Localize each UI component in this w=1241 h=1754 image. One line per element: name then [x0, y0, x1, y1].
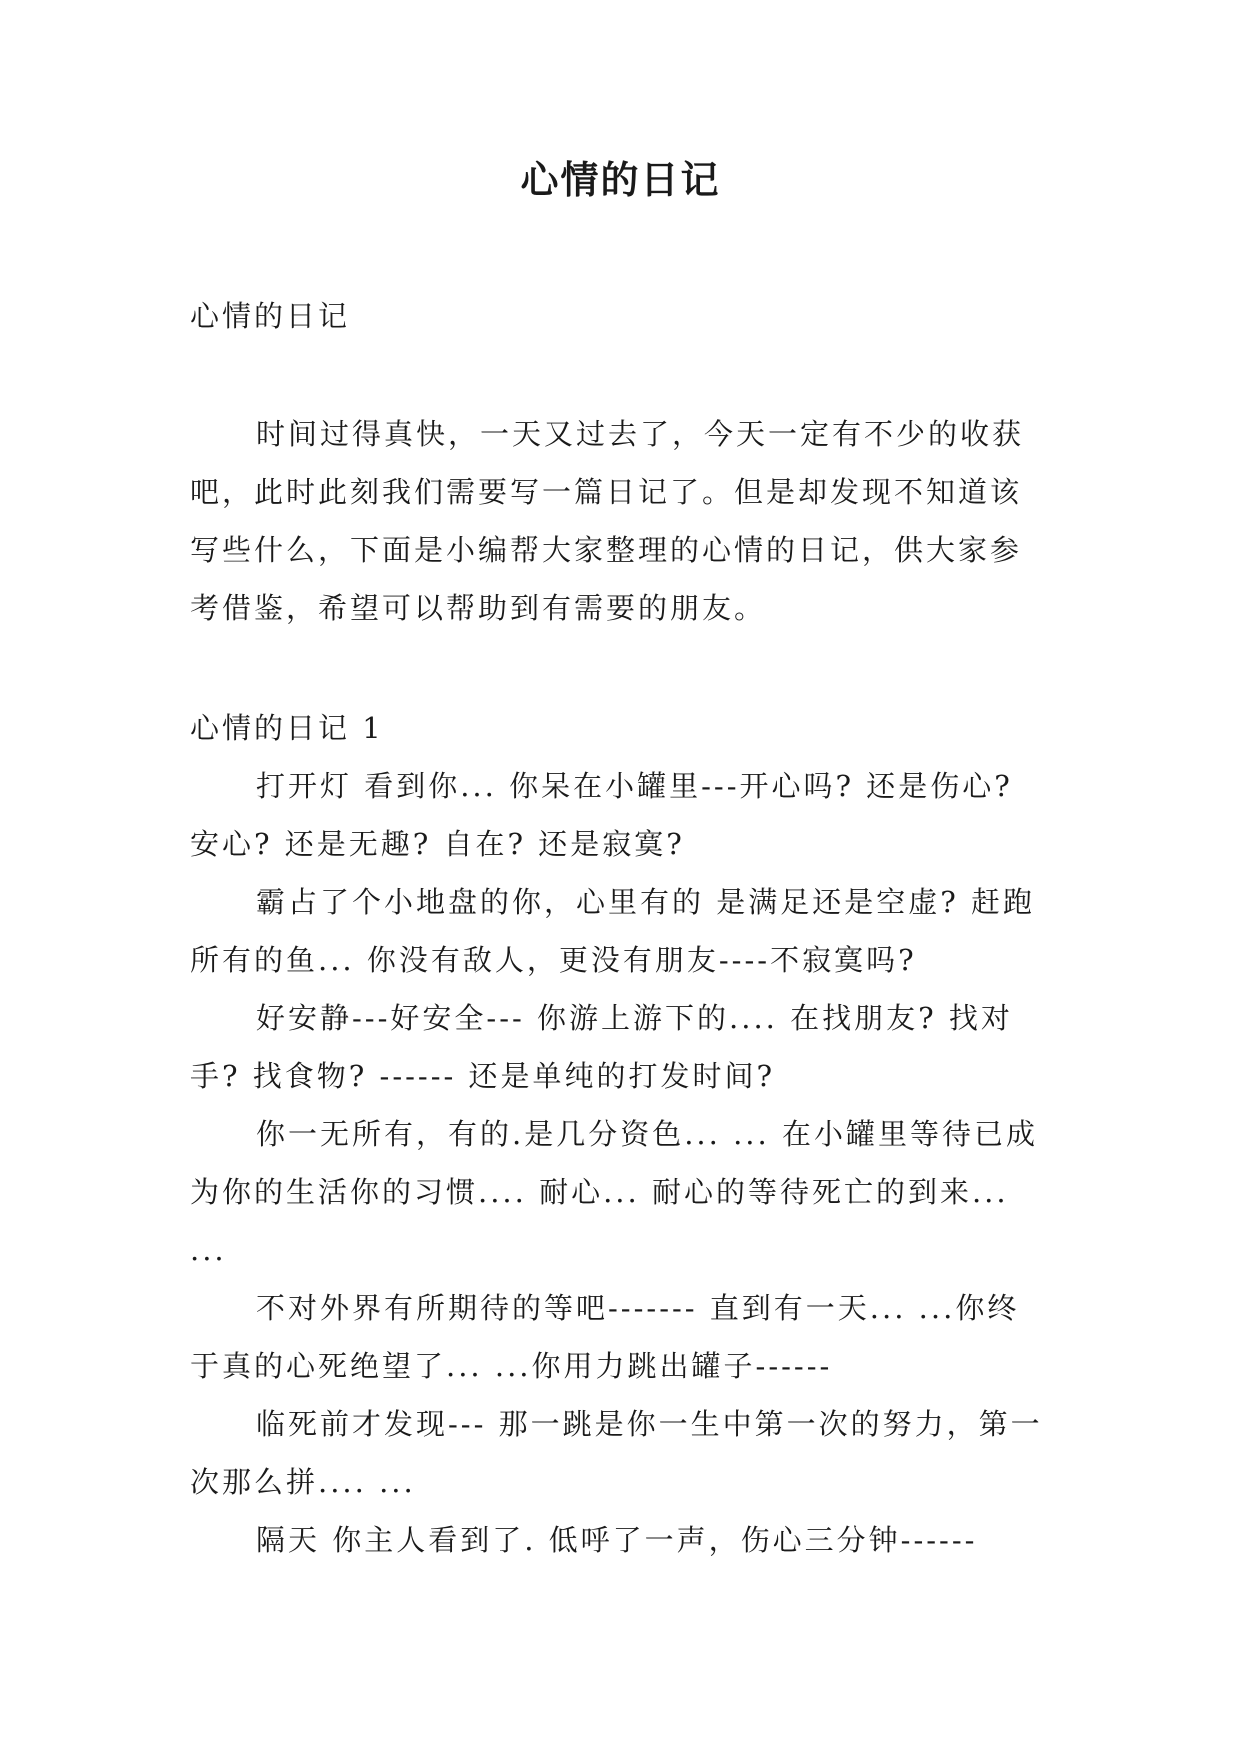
- diary-paragraph: 不对外界有所期待的等吧------- 直到有一天... ...你终于真的心死绝望了... ...你用力跳出罐子------: [190, 1291, 1020, 1383]
- diary-paragraph: 你一无所有，有的.是几分资色... ... 在小罐里等待已成为你的生活你的习惯.... 耐心... 耐心的等待死亡的到来... ...: [190, 1117, 1038, 1267]
- diary-paragraph: 打开灯 看到你... 你呆在小罐里---开心吗? 还是伤心? 安心? 还是无趣? 自在? 还是寂寞?: [190, 769, 1013, 861]
- document-title: 心情的日记: [520, 158, 721, 202]
- diary-paragraph: 好安静---好安全--- 你游上游下的.... 在找朋友? 找对手? 找食物? ------ 还是单纯的打发时间?: [190, 1001, 1013, 1093]
- diary-paragraph: 霸占了个小地盘的你，心里有的 是满足还是空虚? 赶跑所有的鱼... 你没有敌人，更没有朋友----不寂寞吗?: [190, 885, 1035, 977]
- section-heading: 心情的日记 1: [190, 711, 384, 745]
- document-body: [190, 287, 1050, 1569]
- diary-paragraph: 隔天 你主人看到了. 低呼了一声，伤心三分钟------: [256, 1523, 978, 1557]
- intro-paragraph: 时间过得真快，一天又过去了，今天一定有不少的收获吧，此时此刻我们需要写一篇日记了。但是却发现不知道该写些什么，下面是小编帮大家整理的心情的日记，供大家参考借鉴，希望可以帮助到有需要的朋友。: [190, 417, 1025, 625]
- diary-paragraph: 临死前才发现--- 那一跳是你一生中第一次的努力，第一次那么拼.... ...: [190, 1407, 1043, 1499]
- document-subtitle: 心情的日记: [190, 299, 351, 333]
